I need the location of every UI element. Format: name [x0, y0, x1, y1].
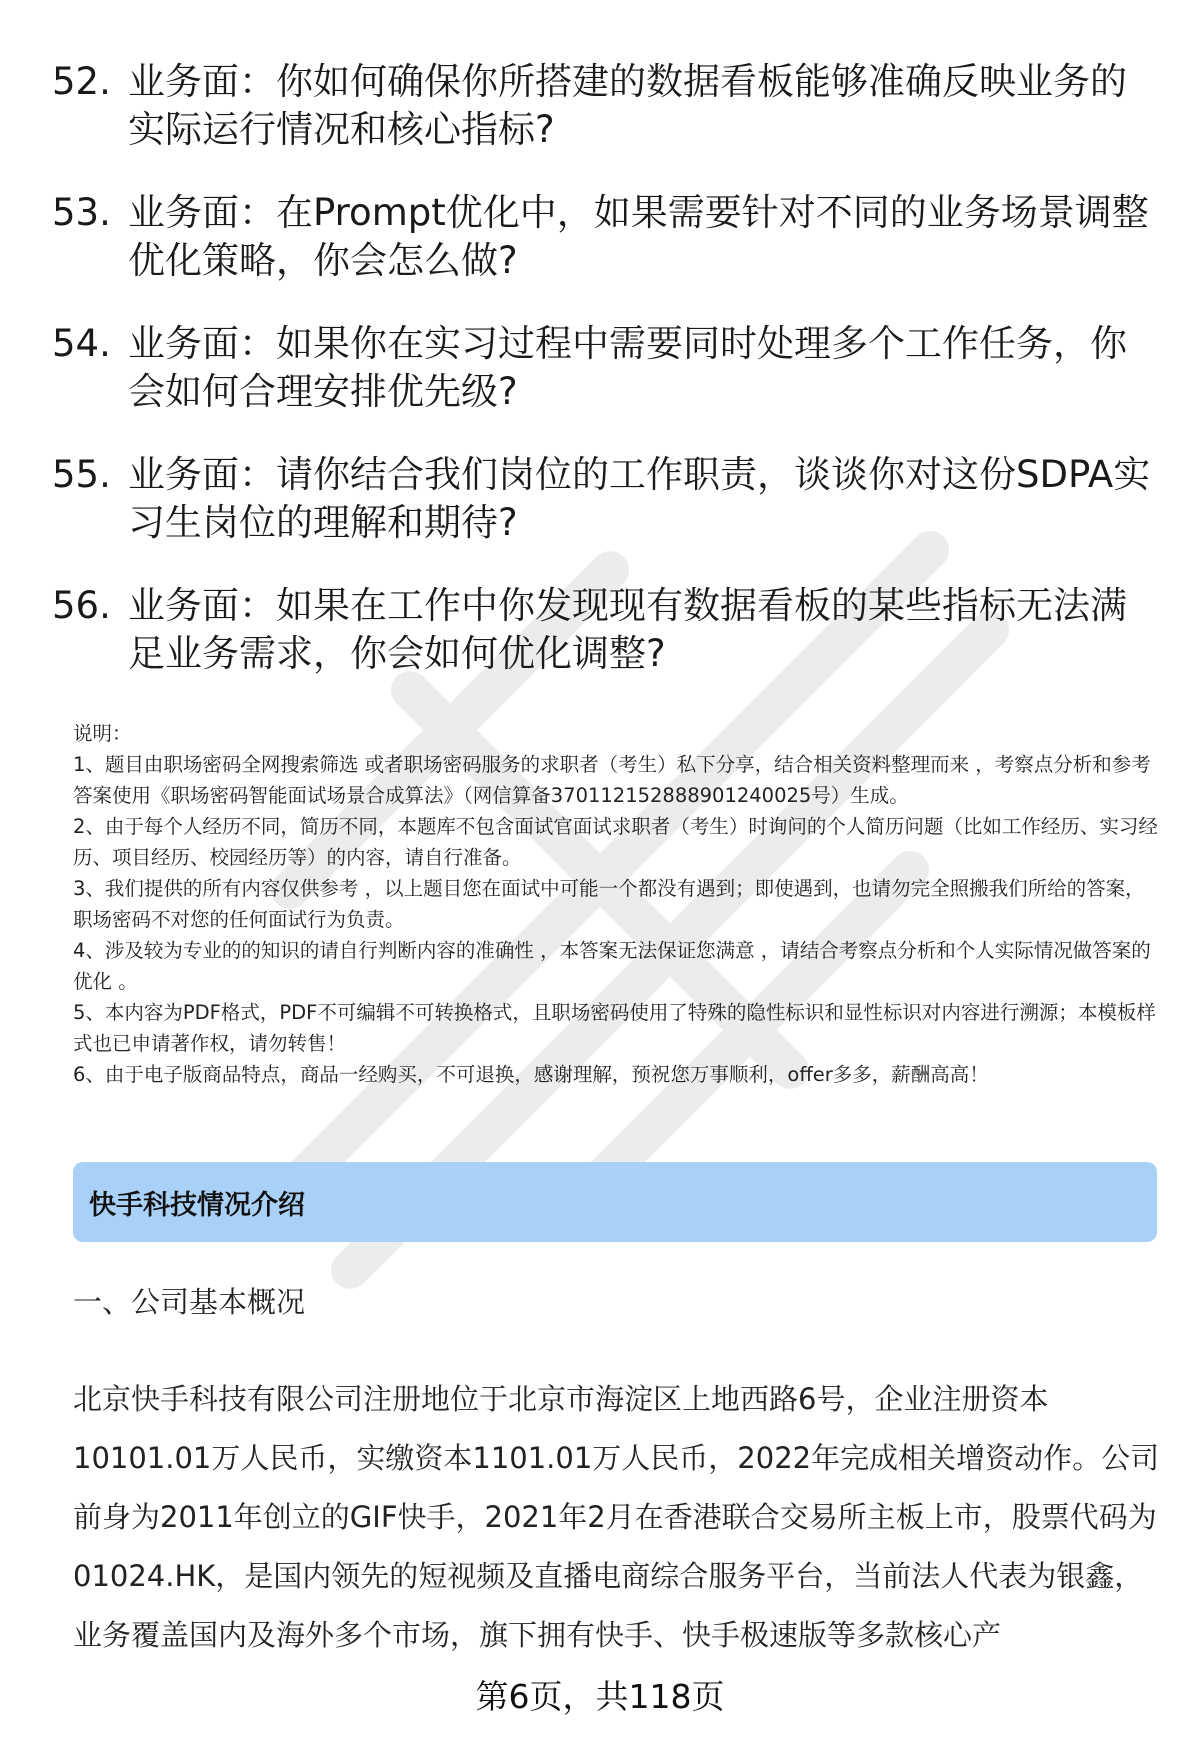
note-item: 4、涉及较为专业的的知识的请自行判断内容的准确性 ，本答案无法保证您满意 ，请结合考察点分析和个人实际情况做答案的优化 。 [73, 939, 1151, 993]
note-item: 3、我们提供的所有内容仅供参考 ，以上题目您在面试中可能一个都没有遇到；即使遇到，也请勿完全照搬我们所给的答案，职场密码不对您的任何面试行为负责。 [73, 877, 1145, 931]
question-item [52, 320, 1162, 416]
section-subheading: 一、公司基本概况 [73, 1285, 306, 1319]
question-text: 业务面：请你结合我们岗位的工作职责，谈谈你对这份SDPA实习生岗位的理解和期待? [128, 453, 1151, 544]
notes-heading: 说明： [73, 722, 132, 745]
note-item: 5、本内容为PDF格式，PDF不可编辑不可转换格式，且职场密码使用了特殊的隐性标识和显性标识对内容进行溯源；本模板样式也已申请著作权，请勿转售！ [73, 1001, 1156, 1055]
question-text: 业务面：如果你在实习过程中需要同时处理多个工作任务，你会如何合理安排优先级? [128, 322, 1127, 413]
question-number: 53. [52, 191, 111, 234]
section-banner [73, 1162, 1157, 1242]
note-item: 1、题目由职场密码全网搜索筛选 或者职场密码服务的求职者（考生）私下分享，结合相关资料整理而来 ，考察点分析和参考答案使用《职场密码智能面试场景合成算法》（网信算备370112152888901240025号）生成。 [73, 753, 1151, 807]
notes-block [73, 718, 1163, 1090]
question-item [52, 189, 1162, 285]
question-number: 54. [52, 322, 111, 365]
section-body-paragraph: 北京快手科技有限公司注册地位于北京市海淀区上地西路6号，企业注册资本10101.01万人民币，实缴资本1101.01万人民币，2022年完成相关增资动作。公司前身为2011年创立的GIF快手，2021年2月在香港联合交易所主板上市，股票代码为01024.HK，是国内领先的短视频及直播电商综合服务平台，当前法人代表为银鑫，业务覆盖国内及海外多个市场，旗下拥有快手、快手极速版等多款核心产 [73, 1382, 1160, 1652]
question-list [52, 58, 1162, 713]
question-item [52, 451, 1162, 547]
question-item [52, 582, 1162, 678]
note-item: 6、由于电子版商品特点，商品一经购买，不可退换，感谢理解，预祝您万事顺利，offer多多，薪酬高高！ [73, 1063, 989, 1086]
question-text: 业务面：如果在工作中你发现现有数据看板的某些指标无法满足业务需求，你会如何优化调整? [128, 584, 1127, 675]
question-number: 55. [52, 453, 111, 496]
question-text: 业务面：你如何确保你所搭建的数据看板能够准确反映业务的实际运行情况和核心指标? [128, 60, 1127, 151]
note-item: 2、由于每个人经历不同，简历不同，本题库不包含面试官面试求职者（考生）时询问的个人简历问题（比如工作经历、实习经历、项目经历、校园经历等）的内容，请自行准备。 [73, 815, 1158, 869]
page-number-footer: 第6页，共118页 [475, 1677, 725, 1716]
section-title: 快手科技情况介绍 [89, 1189, 305, 1221]
question-item [52, 58, 1162, 154]
question-text: 业务面：在Prompt优化中，如果需要针对不同的业务场景调整优化策略，你会怎么做? [128, 191, 1149, 282]
question-number: 56. [52, 584, 111, 627]
question-number: 52. [52, 60, 111, 103]
